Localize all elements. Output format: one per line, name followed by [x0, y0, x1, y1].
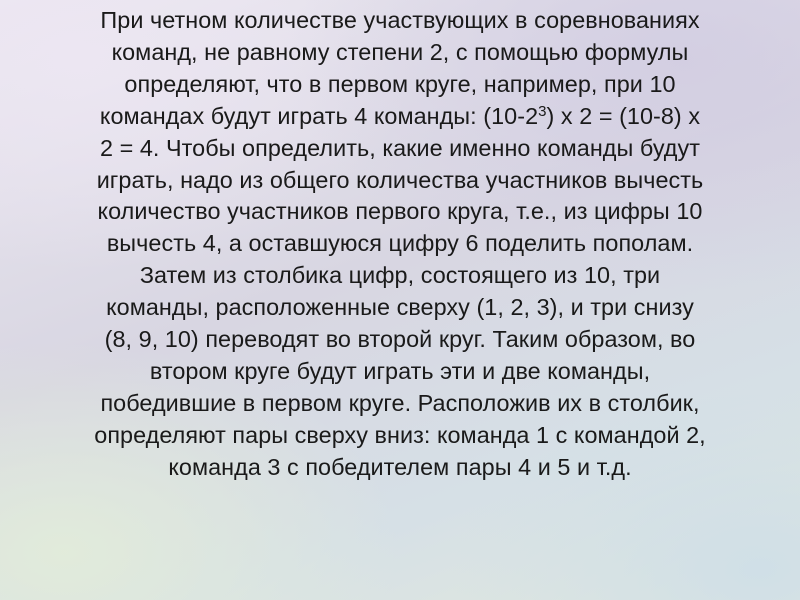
body-paragraph: [6, 5, 794, 484]
text-line-with-superscript: [6, 101, 794, 133]
text-line: вычесть 4, а оставшуюся цифру 6 поделить пополам.: [106, 230, 694, 257]
text-line: команд, не равному степени 2, с помощью формулы: [111, 38, 689, 65]
text-segment: ) х 2 = (10-8) х: [546, 102, 701, 129]
text-line: команда 3 с победителем пары 4 и 5 и т.д.: [168, 453, 632, 480]
text-line: победившие в первом круге. Расположив их в столбик,: [100, 389, 700, 416]
text-line: определяют, что в первом круге, например, при 10: [124, 70, 676, 97]
text-line: определяют пары сверху вниз: команда 1 с командой 2,: [94, 421, 706, 448]
text-line: играть, надо из общего количества участников вычесть: [96, 166, 704, 193]
text-line: количество участников первого круга, т.е., из цифры 10: [97, 198, 703, 225]
text-line: команды, расположенные сверху (1, 2, 3), и три снизу: [106, 294, 694, 321]
text-line: При четном количестве участвующих в соревнованиях: [100, 7, 700, 33]
text-line: 2 = 4. Чтобы определить, какие именно команды будут: [99, 134, 701, 161]
text-line: Затем из столбика цифр, состоящего из 10, три: [139, 262, 661, 289]
text-segment: командах будут играть 4 команды: (10-2: [99, 102, 539, 129]
text-line: (8, 9, 10) переводят во второй круг. Таким образом, во: [104, 326, 696, 353]
superscript-exponent: 3: [538, 102, 547, 120]
text-line: втором круге будут играть эти и две команды,: [149, 357, 651, 384]
